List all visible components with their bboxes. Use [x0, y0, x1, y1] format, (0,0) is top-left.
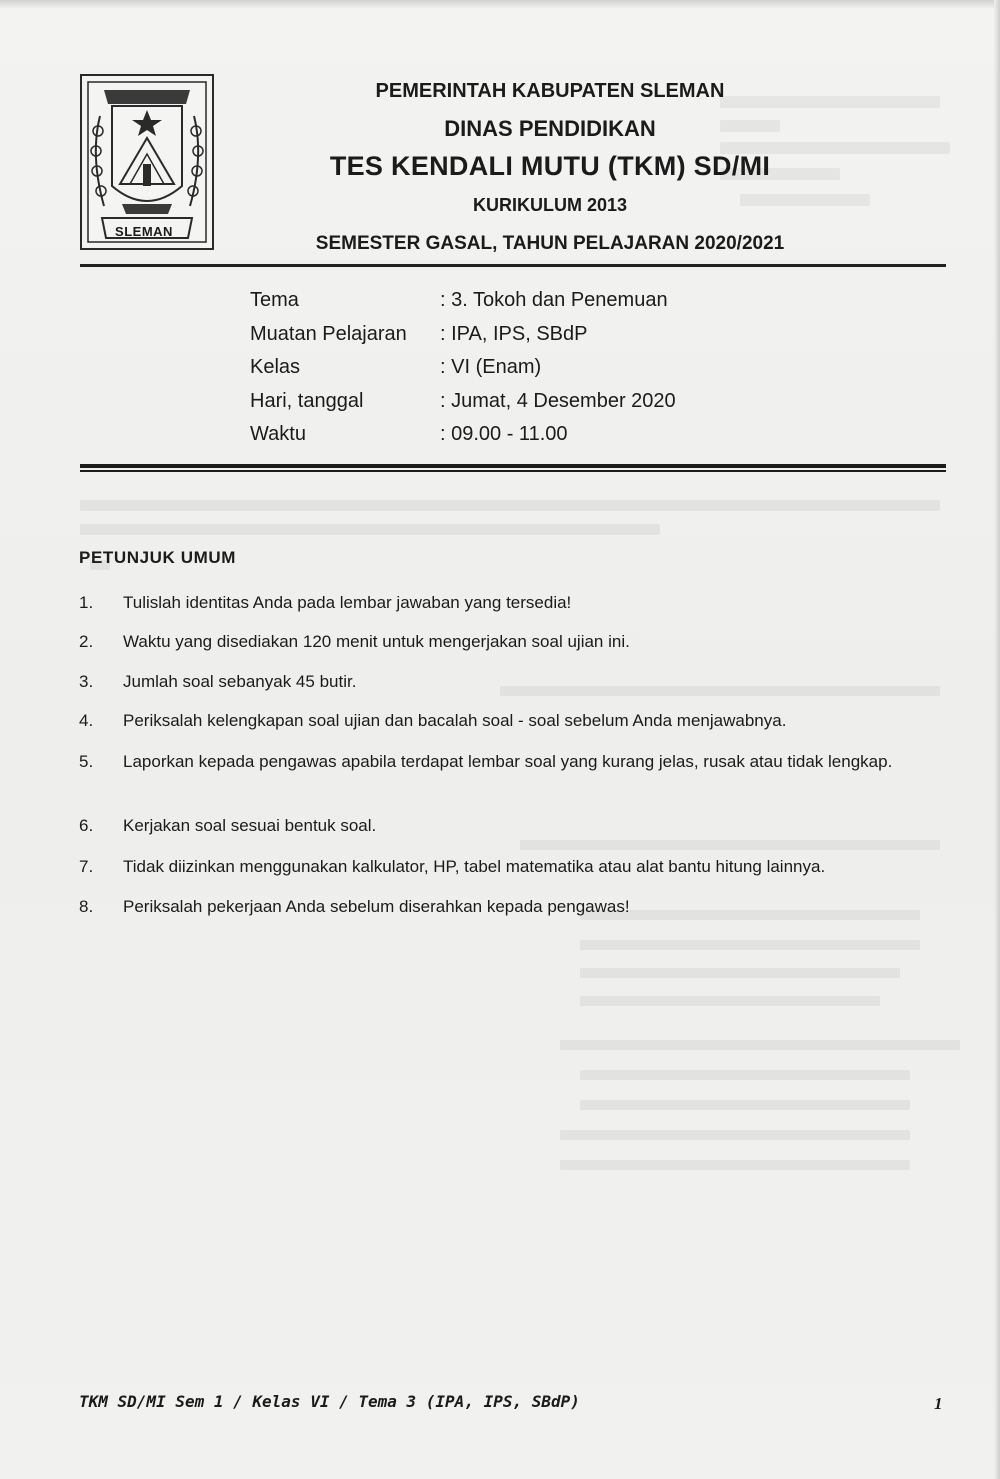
header-test-title: TES KENDALI MUTU (TKM) SD/MI [329, 151, 771, 181]
header-semester: SEMESTER GASAL, TAHUN PELAJARAN 2020/2021 [315, 233, 785, 254]
item-text: Tulislah identitas Anda pada lembar jawaban yang tersedia! [123, 593, 572, 612]
instructions-title: PETUNJUK UMUM [79, 548, 237, 567]
item-number: 6. [79, 816, 94, 835]
info-value: : 3. Tokoh dan Penemuan [440, 289, 668, 311]
info-label: Waktu [250, 423, 306, 445]
info-label: Muatan Pelajaran [250, 323, 407, 345]
paper-right-edge [994, 0, 1000, 1479]
footer-label: TKM SD/MI Sem 1 / Kelas VI / Tema 3 (IPA, IPS, SBdP) [79, 1392, 580, 1411]
item-number: 7. [79, 857, 94, 876]
item-text: Waktu yang disediakan 120 menit untuk mengerjakan soal ujian ini. [123, 632, 630, 651]
info-value: : 09.00 - 11.00 [440, 423, 568, 445]
item-text: Laporkan kepada pengawas apabila terdapat lembar soal yang kurang jelas, rusak atau tidak lengkap. [123, 752, 893, 771]
item-number: 5. [79, 752, 94, 771]
item-text: Periksalah pekerjaan Anda sebelum diserahkan kepada pengawas! [123, 897, 630, 916]
item-text: Tidak diizinkan menggunakan kalkulator, HP, tabel matematika atau alat bantu hitung lainnya. [123, 857, 826, 876]
header-curriculum: KURIKULUM 2013 [472, 195, 628, 215]
item-text: Jumlah soal sebanyak 45 butir. [123, 672, 357, 691]
info-label: Hari, tanggal [250, 390, 364, 412]
item-number: 2. [79, 632, 94, 651]
info-value: : VI (Enam) [440, 356, 542, 378]
logo-label: SLEMAN [115, 224, 173, 239]
item-number: 1. [79, 593, 94, 612]
paper-top-edge [0, 0, 1000, 8]
item-text: Kerjakan soal sesuai bentuk soal. [123, 816, 377, 835]
item-text: Periksalah kelengkapan soal ujian dan bacalah soal - soal sebelum Anda menjawabnya. [123, 711, 787, 730]
sleman-logo [80, 74, 214, 250]
info-divider-thick [80, 464, 946, 468]
info-label: Kelas [250, 356, 301, 378]
info-value: : IPA, IPS, SBdP [440, 323, 588, 345]
item-number: 8. [79, 897, 94, 916]
item-number: 3. [79, 672, 94, 691]
header-department: DINAS PENDIDIKAN [444, 116, 656, 141]
info-value: : Jumat, 4 Desember 2020 [440, 390, 676, 412]
info-divider-thin [80, 470, 946, 472]
item-number: 4. [79, 711, 94, 730]
header-government: PEMERINTAH KABUPATEN SLEMAN [375, 80, 725, 102]
info-label: Tema [250, 289, 299, 311]
page-number: 1 [934, 1394, 943, 1413]
header-divider [80, 264, 946, 267]
